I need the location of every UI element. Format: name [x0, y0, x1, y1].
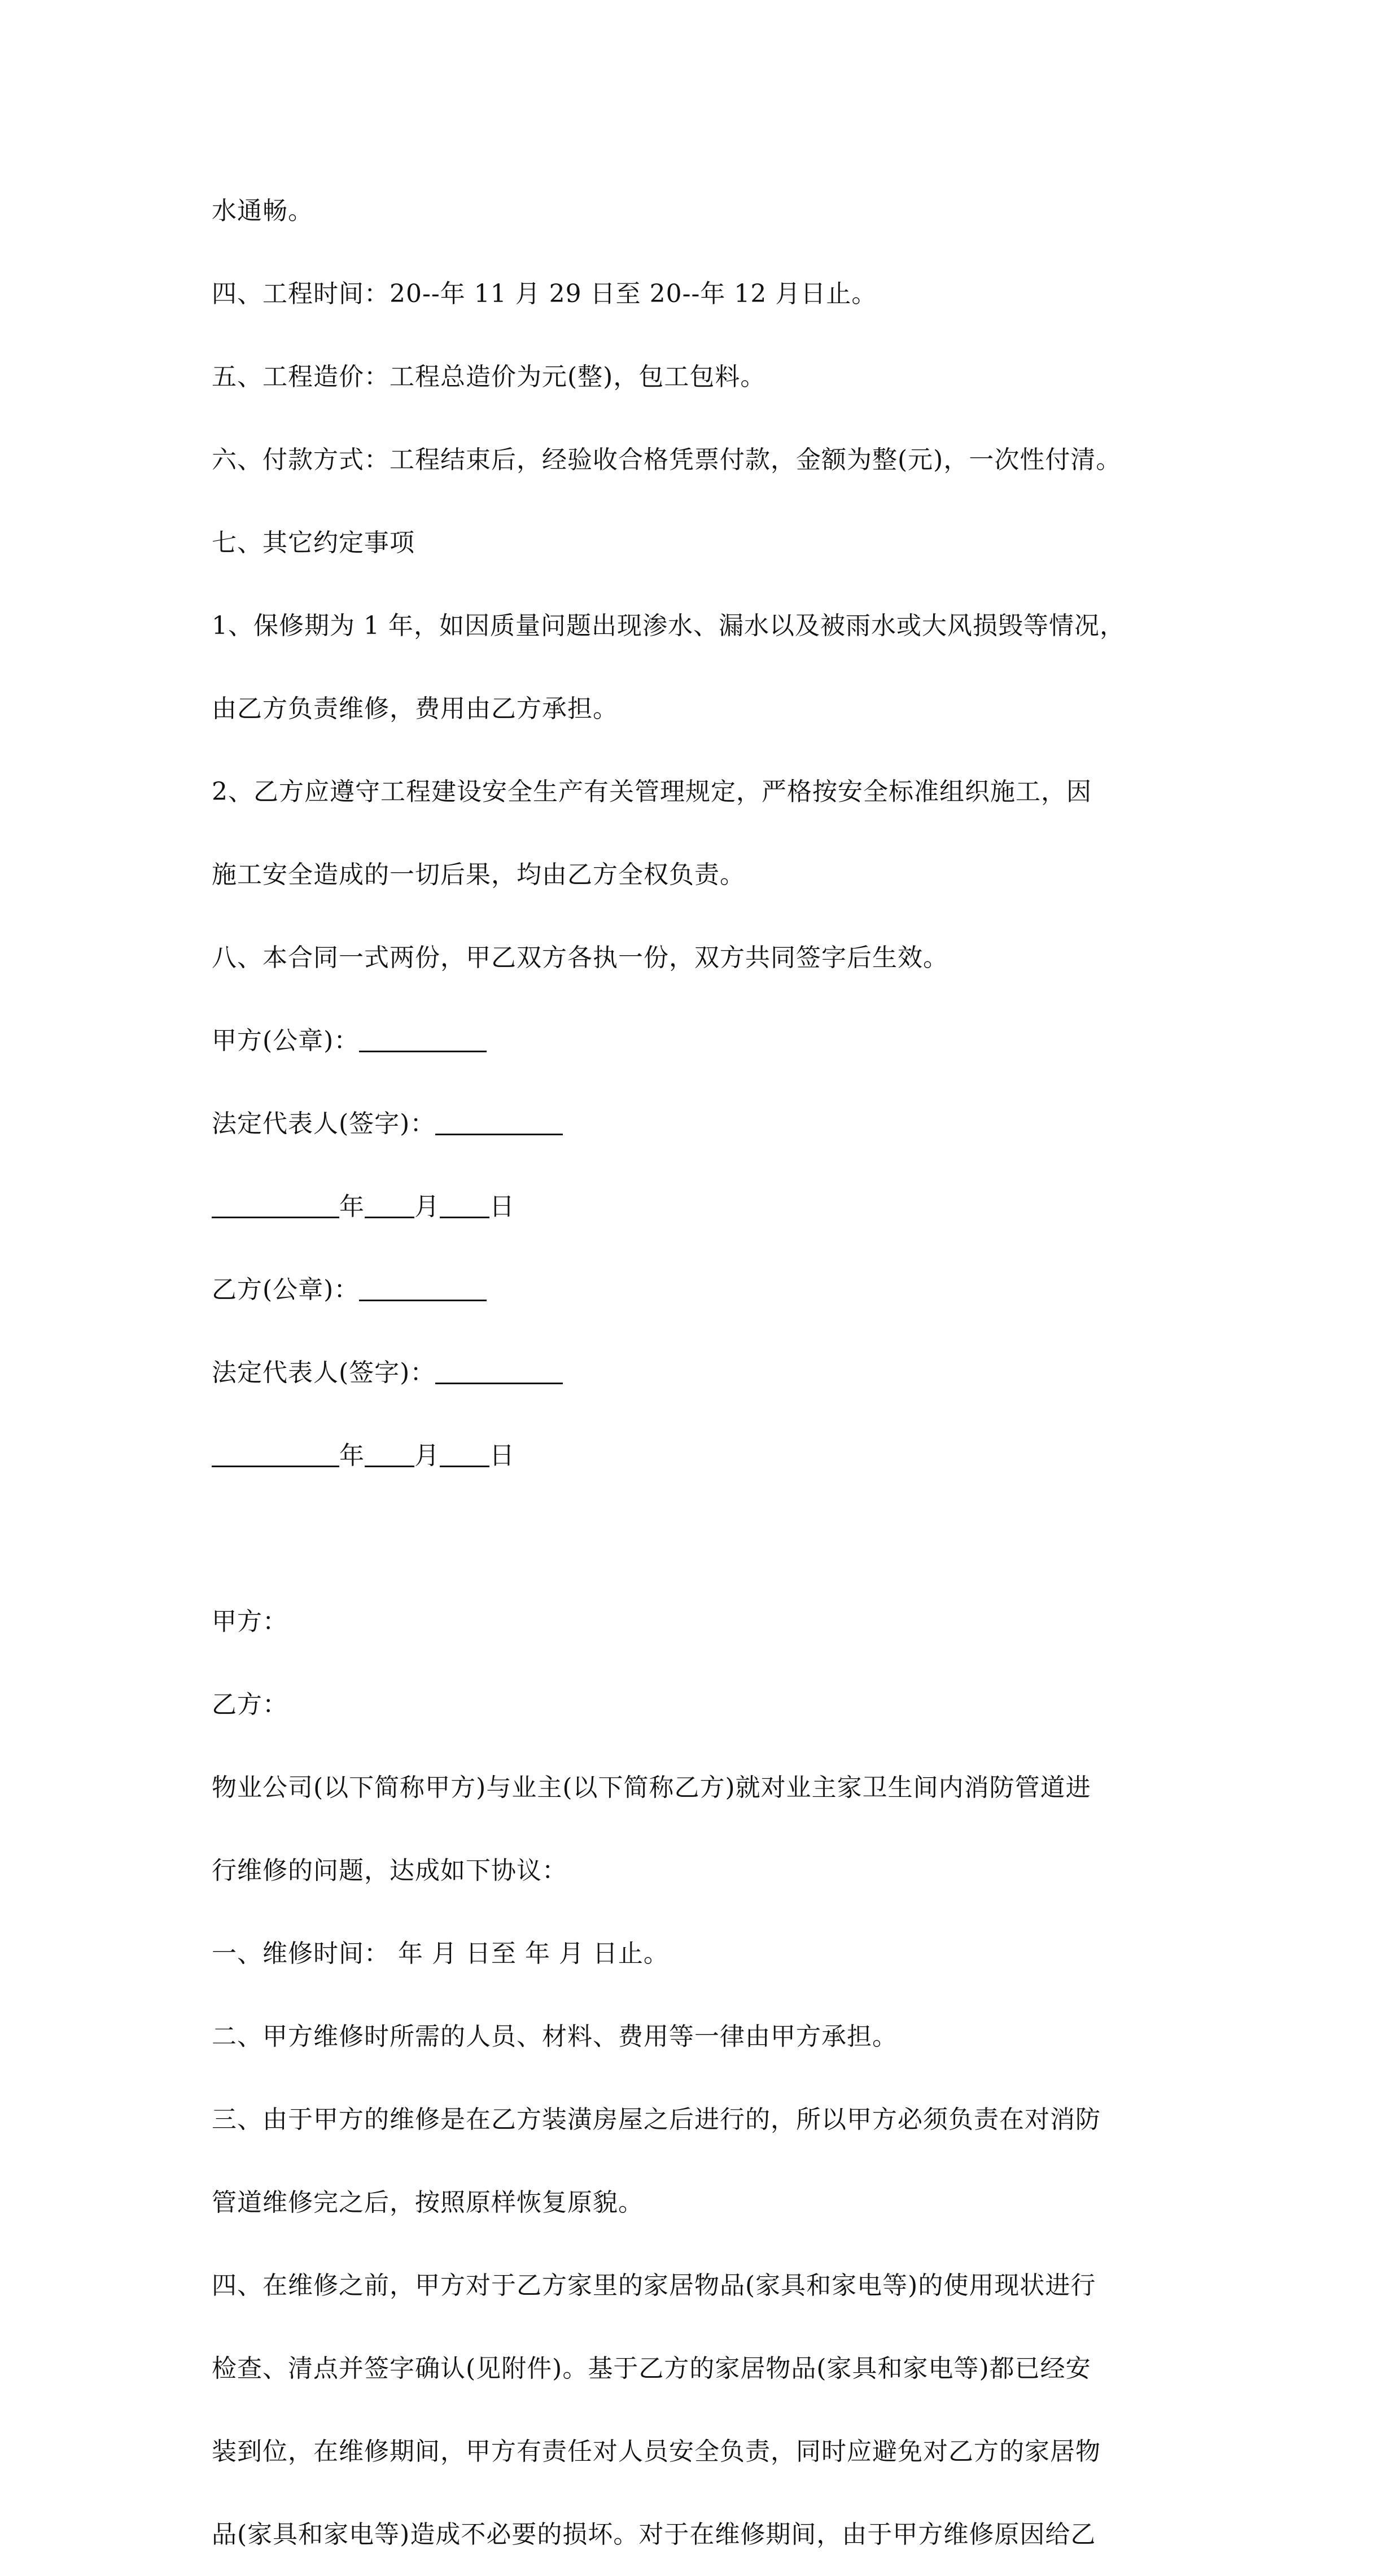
party-b-rep-blank[interactable] [435, 1358, 563, 1384]
text-line: 四、工程时间：20--年 11 月 29 日至 20--年 12 月日止。 [212, 279, 877, 308]
year-blank[interactable] [212, 1192, 339, 1218]
text-line: 六、付款方式：工程结束后，经验收合格凭票付款，金额为整(元)，一次性付清。 [212, 445, 1122, 474]
month-label: 月 [414, 1441, 440, 1470]
party-b-seal-blank[interactable] [359, 1275, 487, 1301]
party-a-rep-line [212, 1082, 1200, 1165]
month-label: 月 [414, 1192, 440, 1221]
text-line: 装到位，在维修期间，甲方有责任对人员安全负责，同时应避免对乙方的家居物 [212, 2437, 1101, 2466]
document-body [212, 169, 1200, 2576]
month-blank[interactable] [365, 1441, 414, 1467]
text-line: 2、乙方应遵守工程建设安全生产有关管理规定，严格按安全标准组织施工，因 [212, 777, 1092, 806]
text-line: 三、由于甲方的维修是在乙方装潢房屋之后进行的，所以甲方必须负责在对消防 [212, 2105, 1101, 2134]
day-blank[interactable] [440, 1192, 489, 1218]
day-label: 日 [489, 1192, 515, 1221]
day-blank[interactable] [440, 1441, 489, 1467]
text-line: 品(家具和家电等)造成不必要的损坏。对于在维修期间，由于甲方维修原因给乙 [212, 2520, 1096, 2549]
party-a-date-line [212, 1165, 1200, 1248]
text-line: 检查、清点并签字确认(见附件)。基于乙方的家居物品(家具和家电等)都已经安 [212, 2354, 1091, 2383]
text-line: 物业公司(以下简称甲方)与业主(以下简称乙方)就对业主家卫生间内消防管道进 [212, 1773, 1091, 1802]
party-a-seal-blank[interactable] [359, 1026, 487, 1052]
text-line: 行维修的问题，达成如下协议： [212, 1856, 567, 1885]
day-label: 日 [489, 1441, 515, 1470]
party-b-rep-label: 法定代表人(签字)： [212, 1358, 436, 1387]
section-gap [212, 1497, 1200, 1580]
text-line: 1、保修期为 1 年，如因质量问题出现渗水、漏水以及被雨水或大风损毁等情况， [212, 611, 1125, 640]
text-line: 施工安全造成的一切后果，均由乙方全权负责。 [212, 860, 745, 889]
text-line: 管道维修完之后，按照原样恢复原貌。 [212, 2188, 644, 2217]
text-line: 五、工程造价：工程总造价为元(整)，包工包料。 [212, 362, 766, 391]
year-label: 年 [339, 1441, 365, 1470]
text-line: 乙方： [212, 1690, 288, 1719]
party-b-rep-line [212, 1331, 1200, 1414]
party-b-date-line [212, 1414, 1200, 1497]
text-line: 由乙方负责维修，费用由乙方承担。 [212, 694, 618, 723]
party-b-seal-line [212, 1248, 1200, 1331]
month-blank[interactable] [365, 1192, 414, 1218]
text-line: 二、甲方维修时所需的人员、材料、费用等一律由甲方承担。 [212, 2022, 898, 2051]
year-blank[interactable] [212, 1441, 339, 1467]
party-a-rep-blank[interactable] [435, 1109, 563, 1135]
text-line: 七、其它约定事项 [212, 528, 415, 557]
text-line: 一、维修时间： 年 月 日至 年 月 日止。 [212, 1939, 669, 1968]
party-a-seal-label: 甲方(公章)： [212, 1026, 360, 1055]
text-line: 八、本合同一式两份，甲乙双方各执一份，双方共同签字后生效。 [212, 943, 948, 972]
text-line: 甲方： [212, 1607, 288, 1636]
text-line: 四、在维修之前，甲方对于乙方家里的家居物品(家具和家电等)的使用现状进行 [212, 2271, 1096, 2300]
text-line: 水通畅。 [212, 196, 313, 225]
party-b-seal-label: 乙方(公章)： [212, 1275, 360, 1304]
party-a-seal-line [212, 999, 1200, 1082]
year-label: 年 [339, 1192, 365, 1221]
party-a-rep-label: 法定代表人(签字)： [212, 1109, 436, 1138]
